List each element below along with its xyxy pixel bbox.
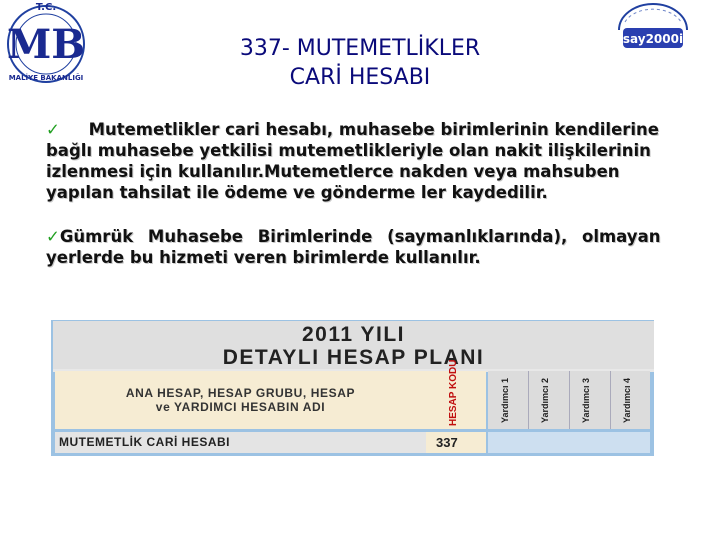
column-divider	[528, 371, 529, 429]
paragraph-2-line-1	[46, 226, 710, 247]
maliye-bakanligi-logo	[0, 0, 92, 86]
paragraph-1-line-3: izlenmesi için kullanılır.Mutemetlerce nakden veya mahsuben	[46, 162, 620, 181]
slide-title	[140, 34, 580, 92]
code-header-label: HESAP KODU	[448, 359, 459, 426]
paragraph-1-line-1	[46, 119, 710, 140]
plan-row-code-cell	[426, 432, 486, 453]
paragraph-2-line-2: yerlerde bu hizmeti veren birimlerde kullanılır.	[46, 248, 481, 267]
plan-row-name-cell	[55, 432, 426, 453]
plan-left-header-line-2: ve YARDIMCI HESABIN ADI	[155, 400, 326, 414]
paragraph-1-line-2: bağlı muhasebe yetkilisi mutemetlikleriyle olan nakit ilişkilerinin	[46, 141, 651, 160]
say2000i-logo	[611, 0, 695, 60]
plan-title-line-1: 2011 YILI	[301, 323, 406, 346]
column-divider	[569, 371, 570, 429]
paragraph-1-line-4: yapılan tahsilat ile ödeme ve gönderme ler kaydedilir.	[46, 183, 548, 202]
column-divider	[610, 371, 611, 429]
plan-row-empty-cells	[488, 432, 650, 453]
logo-initials: MB	[6, 21, 86, 68]
paragraph-2	[46, 226, 710, 268]
plan-title-line-2: DETAYLI HESAP PLANI	[222, 346, 485, 369]
row-account-name: MUTEMETLİK CARİ HESABI	[59, 435, 230, 449]
plan-table-header	[53, 321, 654, 372]
text-line: Mutemetlikler cari hesabı, muhasebe birimlerinin kendilerine	[88, 120, 659, 139]
checkmark-icon: ✓	[46, 120, 60, 139]
sub-header-3: Yardımcı 3	[581, 377, 591, 423]
plan-left-header-line-1: ANA HESAP, HESAP GRUBU, HESAP	[125, 386, 356, 400]
logo-top-text: T.C.	[35, 2, 57, 13]
text-line: Gümrük Muhasebe Birimlerinde (saymanlıklarında), olmayan	[59, 227, 661, 246]
plan-code-header	[426, 359, 486, 429]
plan-sub-headers	[488, 371, 650, 429]
row-account-code: 337	[436, 435, 458, 450]
checkmark-icon: ✓	[46, 227, 60, 246]
paragraph-1	[46, 119, 710, 203]
logo-ring-text: MALİYE BAKANLIĞI	[8, 74, 84, 82]
title-line-1: 337- MUTEMETLİKLER	[239, 36, 481, 61]
plan-left-header	[55, 371, 426, 429]
slide-header	[0, 0, 720, 93]
title-line-2: CARİ HESABI	[289, 65, 431, 90]
logo-right-text: say2000i	[622, 32, 684, 46]
sub-header-4: Yardımcı 4	[622, 377, 632, 423]
sub-header-1: Yardımcı 1	[500, 377, 510, 423]
sub-header-2: Yardımcı 2	[540, 377, 550, 423]
